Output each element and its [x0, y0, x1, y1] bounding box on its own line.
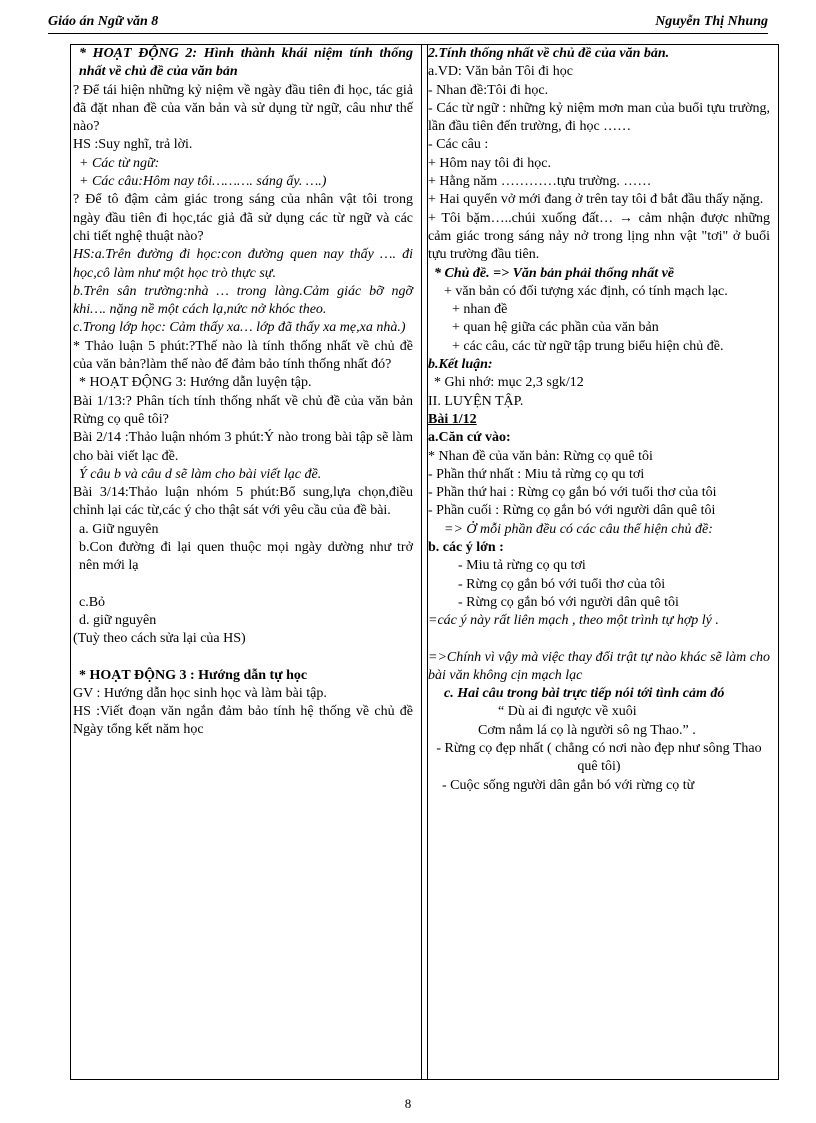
sentence-4: + Tôi bặm…..chúi xuống đất… → cảm nhận được những cảm giác trong sáng nảy nở trong lịng nhn vật "tơi" ở buổi tựu trường đầu tiên. [428, 210, 770, 263]
quote-line-1: “ Dù ai đi ngược về xuôi [498, 704, 637, 720]
answer-d: d. giữ nguyên [79, 612, 157, 628]
right-column [428, 45, 770, 795]
sentences-item: + Các câu:Hôm nay tôi………. sáng ấy. ….) [79, 174, 327, 190]
words-item: + Các từ ngữ: [79, 155, 160, 171]
idea-2: - Rừng cọ gắn bó với tuổi thơ của tôi [458, 576, 666, 592]
page-number: 8 [404, 1096, 412, 1111]
column-divider [421, 45, 428, 1079]
student-homework: HS :Viết đoạn văn ngắn đảm bảo tính hệ thống về chủ đề Ngày tổng kết năm học [73, 704, 413, 738]
text-title-item: * Nhan đề của văn bản: Rừng cọ quê tôi [428, 448, 653, 464]
spacer [73, 649, 413, 667]
teacher-guide: GV : Hướng dẫn học sinh học và làm bài tập. [73, 685, 327, 701]
discussion-task: * Thảo luận 5 phút:?Thế nào là tính thống nhất về chủ đề của văn bản?làm thế nào để đảm bảo tính thống nhất đó? [73, 338, 413, 373]
section-2-title: 2.Tính thống nhất về chủ đề của văn bản. [428, 46, 670, 61]
student-answer-1: HS :Suy nghĩ, trả lời. [73, 137, 193, 153]
memo-line: * Ghi nhớ: mục 2,3 sgk/12 [434, 375, 584, 391]
activity-2-title: * HOẠT ĐỘNG 2: Hình thành khái niệm tính thống nhất về chủ đề của văn bản [79, 46, 413, 80]
exercise-1: Bài 1/13:? Phân tích tính thống nhất về chủ đề của văn bản Rừng cọ quê tôi? [73, 393, 413, 427]
exercise-1-heading: Bài 1/12 [428, 411, 477, 427]
left-column [73, 45, 413, 740]
header-title: Giáo án Ngữ văn 8 [48, 14, 159, 29]
text-point-3: + quan hệ giữa các phần của văn bản [452, 320, 659, 336]
sentences-heading: - Các câu : [428, 137, 489, 153]
words-item: - Các từ ngữ : những kỷ niệm mơn man của buổi tựu trường, lần đầu tiên đến trường, đi học …… [428, 100, 770, 135]
theme-heading: * Chủ đề. => Văn bản phải thống nhất về [434, 265, 675, 281]
page-header [48, 14, 768, 34]
sentence-2: + Hằng năm …………tựu trường. …… [428, 174, 652, 190]
part-2: - Phần thứ hai : Rừng cọ gắn bó với tuổi thơ của tôi [428, 485, 717, 501]
student-answer-2a: HS:a.Trên đường đi học:con đường quen nay thấy …. đi học,cô làm như một học trò thực sự. [73, 247, 413, 281]
question-2: ? Để tô đậm cảm giác trong sáng của nhân vật tôi trong ngày đầu tiên đi học,tác giả đã sử dụng các từ ngữ và các chi tiết nghệ thuật nào? [73, 192, 413, 244]
spacer [428, 631, 770, 649]
main-ideas-heading: b. các ý lớn : [428, 540, 504, 556]
lesson-table [70, 44, 779, 1080]
sentence-3: + Hai quyển vở mới đang ở trên tay tôi đ bắt đầu thấy nặng. [428, 192, 764, 208]
student-answer-2b: b.Trên sân trường:nhà … trong làng.Cảm giác bỡ ngỡ khi…. nặng nề một cách lạ,nức nở khóc theo. [73, 283, 413, 318]
example-heading: a.VD: Văn bản Tôi đi học [428, 64, 573, 80]
quote-line-2: Cơm nắm lá cọ là người sô ng Thao.” . [478, 722, 696, 738]
answer-note: (Tuỳ theo cách sửa lại của HS) [73, 631, 246, 647]
practice-heading: II. LUYỆN TẬP. [428, 393, 524, 409]
part-3: - Phần cuối : Rừng cọ gắn bó với người dân quê tôi [428, 503, 716, 519]
conclusion-heading: b.Kết luận: [428, 357, 493, 373]
each-part-note: => Ở mỗi phần đều có các câu thể hiện chủ đề: [444, 521, 713, 537]
answer-b: b.Con đường đi lại quen thuộc mọi ngày dường như trở nên mới lạ [79, 540, 413, 574]
part-1: - Phần thứ nhất : Miu tả rừng cọ qu tơi [428, 466, 645, 482]
activity-3b-title: * HOẠT ĐỘNG 3 : Hướng dẫn tự học [79, 667, 308, 683]
question-1: ? Để tái hiện những kỷ niệm về ngày đầu tiên đi học, tác giả đã đặt nhan đề của văn bản và sử dụng từ ngữ, câu như thế nào? [73, 82, 413, 135]
exercise-2: Bài 2/14 :Thảo luận nhóm 3 phút:Ý nào trong bài tập sẽ làm cho bài viết lạc đề. [73, 430, 413, 464]
student-answer-2c: c.Trong lớp học: Cảm thấy xa… lớp đã thấy xa mẹ,xa nhà.) [73, 320, 406, 336]
header-author: Nguyễn Thị Nhung [655, 14, 768, 29]
answer-c: c.Bỏ [79, 594, 106, 610]
palm-forest-line-2: - Cuộc sống người dân gắn bó với rừng cọ từ [442, 777, 695, 793]
text-point-1: + văn bản có đối tượng xác định, có tính mạch lạc. [444, 283, 728, 299]
answer-a: a. Giữ nguyên [79, 521, 159, 537]
idea-3: - Rừng cọ gắn bó với người dân quê tôi [458, 594, 679, 610]
idea-1: - Miu tả rừng cọ qu tơi [458, 558, 586, 574]
spacer [73, 576, 413, 594]
exercise-3: Bài 3/14:Thảo luận nhóm 5 phút:Bổ sung,lựa chọn,điều chỉnh lại các từ,các ý cho thật sát với yêu cầu của đề bài. [73, 485, 413, 519]
sentence-1: + Hôm nay tôi đi học. [428, 155, 551, 171]
two-sentences-heading: c. Hai câu trong bài trực tiếp nói tới tình cảm đó [444, 686, 725, 702]
text-point-2: + nhan đề [452, 302, 508, 318]
exercise-2-answer: Ý câu b và câu d sẽ làm cho bài viết lạc đề. [79, 466, 322, 482]
coherence-note: =các ý này rất liên mạch , theo một trình tự hợp lý . [428, 613, 719, 629]
activity-3-title: * HOẠT ĐỘNG 3: Hướng dẫn luyện tập. [79, 375, 312, 391]
text-point-4: + các câu, các từ ngữ tập trung biểu hiện chủ đề. [452, 338, 724, 354]
palm-forest-line-1: - Rừng cọ đẹp nhất ( chẳng có nơi nào đẹp như sông Thao quê tôi) [436, 740, 762, 775]
header-rule [48, 33, 768, 34]
therefore-note: =>Chính vì vậy mà việc thay đổi trật tự nào khác sẽ làm cho bài văn không cịn mạch lạc [428, 649, 770, 683]
based-on-heading: a.Căn cứ vào: [428, 430, 511, 446]
title-item: - Nhan đề:Tôi đi học. [428, 82, 549, 98]
